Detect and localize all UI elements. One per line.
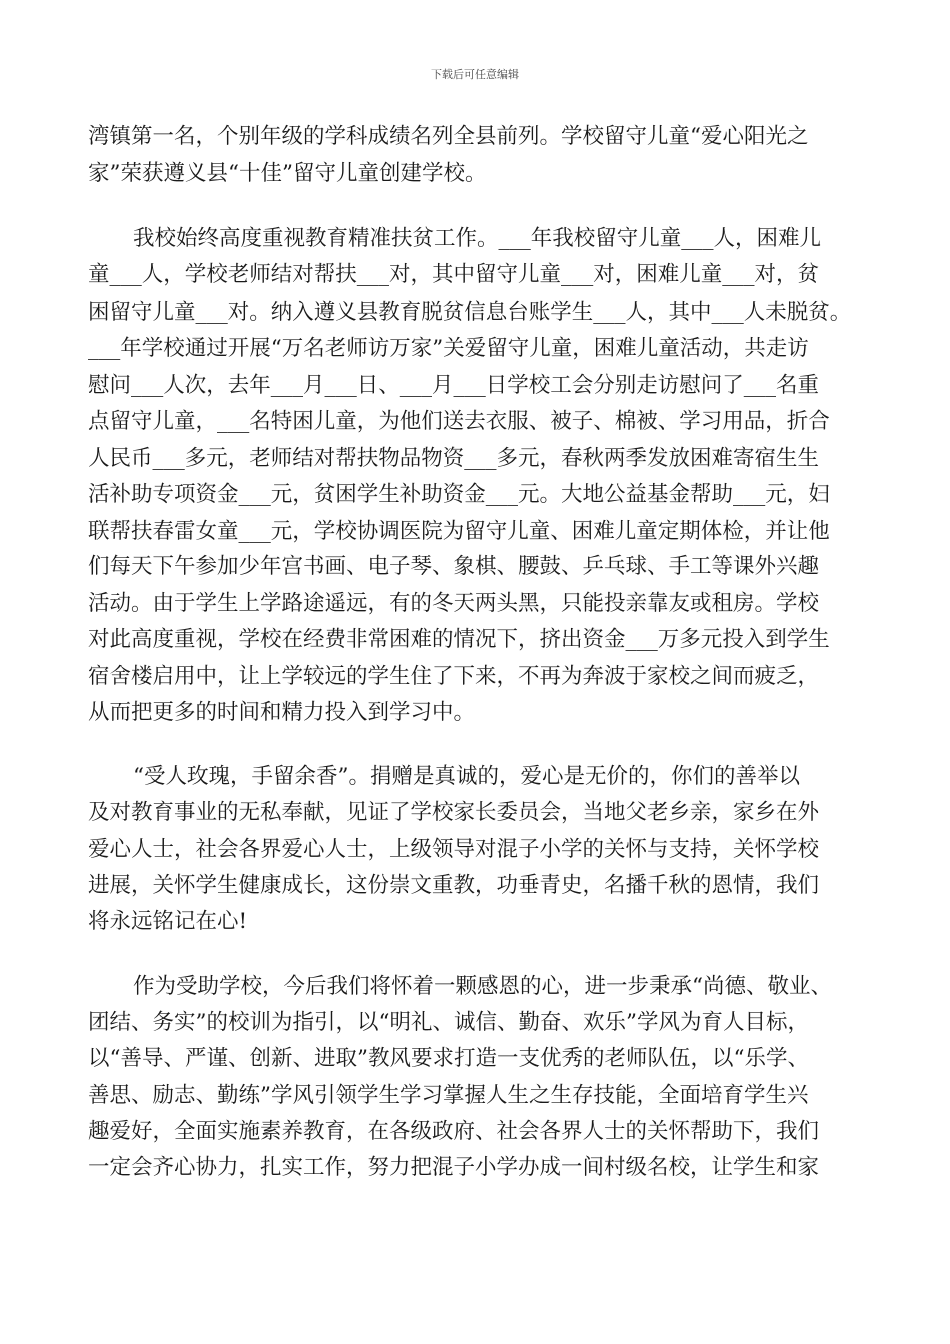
text-line: 们每天下午参加少年宫书画、电子琴、象棋、腰鼓、乒乓球、手工等课外兴趣 <box>88 554 820 579</box>
text-line: 活补助专项资金___元，贫困学生补助资金___元。大地公益基金帮助___元，妇 <box>88 482 830 507</box>
text-line: 人民币___多元，老师结对帮扶物品物资___多元，春秋两季发放困难寄宿生生 <box>88 446 820 471</box>
text-line: 以“善导、严谨、创新、进取”教风要求打造一支优秀的老师队伍，以“乐学、 <box>88 1046 809 1071</box>
text-line: 作为受助学校，今后我们将怀着一颗感恩的心，进一步秉承“尚德、敬业、 <box>133 974 832 999</box>
text-line: 活动。由于学生上学路途遥远，有的冬天两头黑，只能投亲靠友或租房。学校 <box>88 591 820 616</box>
text-line: 慰问___人次，去年___月___日、___月___日学校工会分别走访慰问了___名重 <box>88 373 820 398</box>
text-line: 困留守儿童___对。纳入遵义县教育脱贫信息台账学生___人，其中___人未脱贫。 <box>88 300 852 325</box>
text-line: 从而把更多的时间和精力投入到学习中。 <box>88 700 476 725</box>
text-line: 家”荣获遵义县“十佳”留守儿童创建学校。 <box>88 161 487 186</box>
text-line: 一定会齐心协力，扎实工作，努力把混子小学办成一间村级名校，让学生和家 <box>88 1155 820 1180</box>
text-line: 我校始终高度重视教育精准扶贫工作。___年我校留守儿童___人，困难儿 <box>133 226 822 251</box>
text-line: 对此高度重视，学校在经费非常困难的情况下，挤出资金___万多元投入到学生 <box>88 627 830 652</box>
page-header: 下载后可任意编辑 <box>431 68 519 81</box>
text-line: 将永远铭记在心! <box>88 909 248 934</box>
text-line: 进展，关怀学生健康成长，这份崇文重教，功垂青史，名播千秋的恩情，我们 <box>88 873 820 898</box>
text-line: 点留守儿童，___名特困儿童，为他们送去衣服、被子、棉被、学习用品，折合 <box>88 409 830 434</box>
text-line: 湾镇第一名，个别年级的学科成绩名列全县前列。学校留守儿童“爱心阳光之 <box>88 124 809 149</box>
text-line: 联帮扶春雷女童___元，学校协调医院为留守儿童、困难儿童定期体检，并让他 <box>88 519 830 544</box>
text-line: 趣爱好，全面实施素养教育，在各级政府、社会各界人士的关怀帮助下，我们 <box>88 1119 820 1144</box>
text-line: 团结、务实”的校训为指引，以“明礼、诚信、勤奋、欢乐”学风为育人目标， <box>88 1010 809 1035</box>
text-line: 及对教育事业的无私奉献，见证了学校家长委员会，当地父老乡亲，家乡在外 <box>88 800 820 825</box>
text-line: 善思、励志、勤练”学风引领学生学习掌握人生之生存技能，全面培育学生兴 <box>88 1083 809 1108</box>
text-line: “受人玫瑰，手留余香”。捐赠是真诚的，爱心是无价的，你们的善举以 <box>133 764 800 789</box>
text-line: 童___人，学校老师结对帮扶___对，其中留守儿童___对，困难儿童___对，贫 <box>88 262 820 287</box>
text-line: 宿舍楼启用中，让上学较远的学生住了下来，不再为奔波于家校之间而疲乏， <box>88 664 820 689</box>
text-line: ___年学校通过开展“万名老师访万家”关爱留守儿童，困难儿童活动，共走访 <box>88 336 809 361</box>
text-line: 爱心人士，社会各界爱心人士，上级领导对混子小学的关怀与支持，关怀学校 <box>88 837 820 862</box>
